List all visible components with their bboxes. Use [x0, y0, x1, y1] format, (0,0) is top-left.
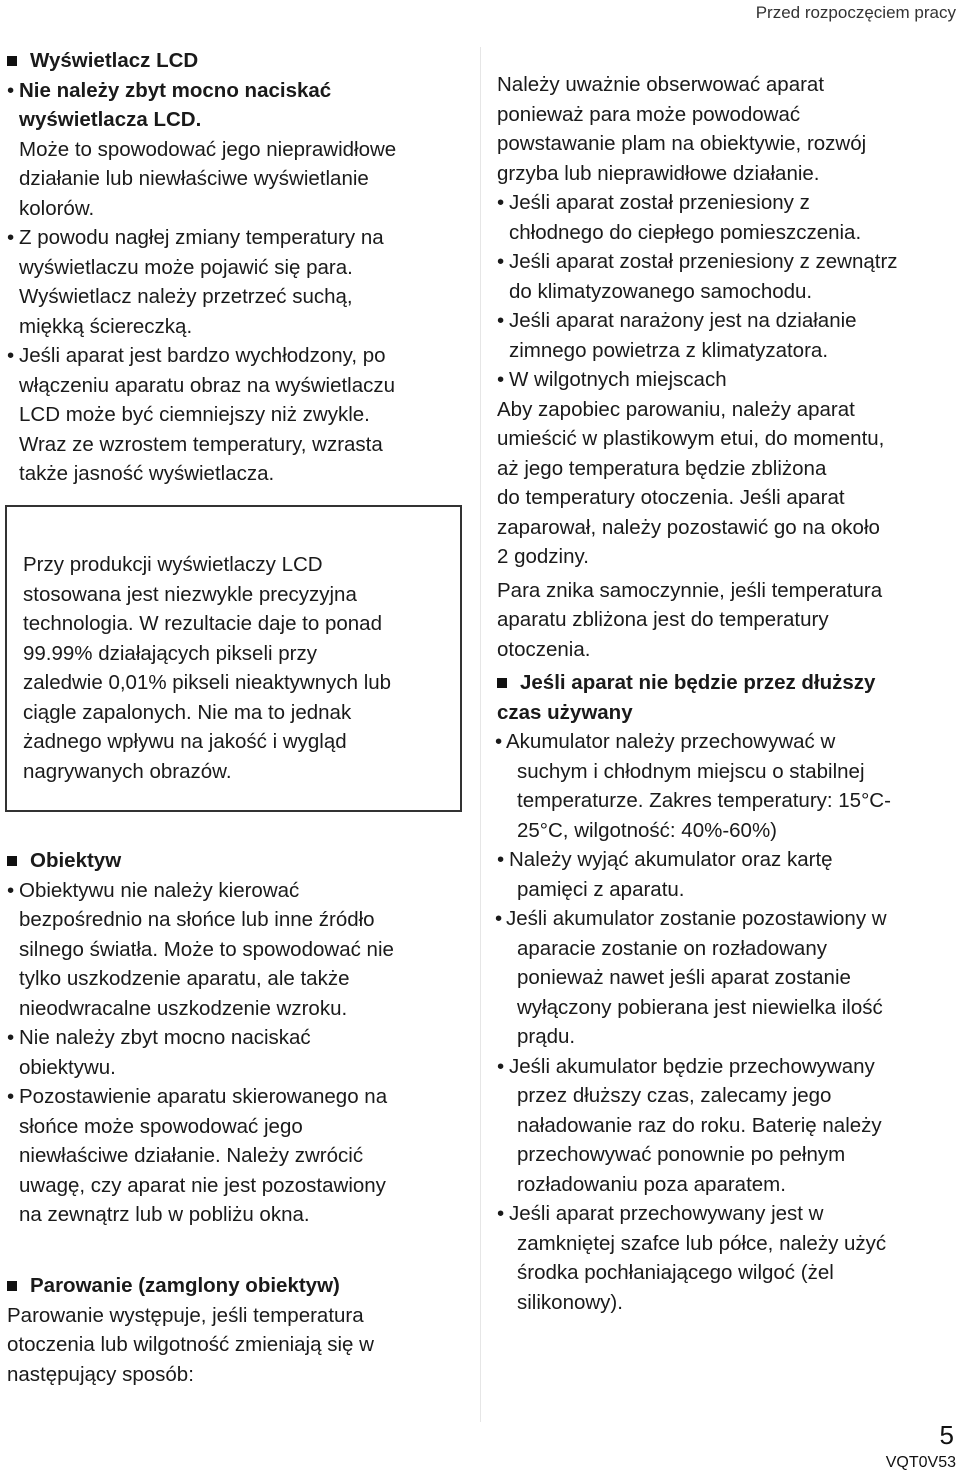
lcd-b1-line: działanie lub niewłaściwe wyświetlanie	[19, 167, 369, 190]
lens-b1-line: nieodwracalne uszkodzenie wzroku.	[19, 996, 348, 1020]
lcd-section	[7, 46, 462, 489]
storage-b1-line: temperaturze. Zakres temperatury: 15°C-	[517, 789, 891, 812]
note-line: stosowana jest niezwykle precyzyjna	[23, 582, 357, 606]
square-bullet-icon	[7, 56, 17, 66]
lens-bullet-2	[7, 1023, 462, 1082]
lcd-b1-bold-line: Nie należy zbyt mocno naciskać	[19, 78, 332, 102]
lens-section	[7, 846, 462, 1230]
cond-b3-line: Jeśli aparat narażony jest na działanie	[509, 309, 857, 332]
cond-b1-line: Jeśli aparat został przeniesiony z	[509, 191, 810, 214]
square-bullet-icon	[7, 1281, 17, 1291]
section-header: Przed rozpoczęciem pracy	[755, 3, 956, 22]
storage-b5-line: środka pochłaniającego wilgoć (żel	[517, 1261, 834, 1284]
condensation-title: Parowanie (zamglony obiektyw)	[30, 1274, 340, 1297]
cond-bullet-3	[497, 306, 955, 365]
document-code: VQT0V53	[885, 1454, 956, 1471]
prevention-line: umieścić w plastikowym etui, do momentu,	[497, 427, 885, 450]
lens-title: Obiektyw	[30, 849, 122, 872]
lcd-bullet-3	[7, 341, 462, 489]
page-number: 5	[939, 1420, 954, 1450]
prevention-line: aż jego temperatura będzie zbliżona	[497, 456, 827, 480]
cond-b2-line: do klimatyzowanego samochodu.	[509, 279, 813, 303]
prevention-line: zaparował, należy pozostawić go na około	[497, 515, 880, 539]
bullet-dot-icon: •	[497, 848, 505, 871]
storage-bullet-4	[497, 1052, 955, 1200]
lcd-note-text	[23, 550, 448, 786]
storage-b1-line: 25°C, wilgotność: 40%-60%)	[517, 818, 778, 842]
lcd-bullet-2	[7, 223, 462, 341]
intro-line: powstawanie plam na obiektywie, rozwój	[497, 132, 867, 155]
note-line: Przy produkcji wyświetlaczy LCD	[23, 553, 323, 576]
bullet-dot-icon: •	[495, 907, 503, 930]
cond-b1-line: chłodnego do ciepłego pomieszczenia.	[509, 220, 862, 244]
lens-b2-line: obiektywu.	[19, 1055, 116, 1079]
storage-b5-line: zamkniętej szafce lub półce, należy użyć	[517, 1231, 887, 1255]
bullet-dot-icon: •	[497, 309, 505, 332]
vanish-line: Para znika samoczynnie, jeśli temperatura	[497, 578, 883, 602]
storage-b4-line: Jeśli akumulator będzie przechowywany	[509, 1054, 875, 1078]
note-line: 99.99% działających pikseli przy	[23, 641, 317, 665]
note-line: nagrywanych obrazów.	[23, 759, 232, 783]
storage-bullet-5	[497, 1199, 955, 1317]
bullet-dot-icon: •	[7, 1026, 15, 1049]
prevention-line: do temperatury otoczenia. Jeśli aparat	[497, 486, 845, 509]
condensation-section	[7, 1271, 462, 1389]
storage-bullet-3	[497, 904, 955, 1052]
bullet-dot-icon: •	[7, 226, 15, 249]
square-bullet-icon	[497, 678, 507, 688]
lcd-bullet-1	[7, 76, 462, 224]
lcd-note-box	[5, 505, 462, 812]
vanish-line: otoczenia.	[497, 637, 591, 661]
lens-b2-line: Nie należy zbyt mocno naciskać	[19, 1026, 311, 1049]
storage-b4-line: przez dłuższy czas, zalecamy jego	[517, 1084, 832, 1107]
lens-b3-line: słońce może spowodować jego	[19, 1114, 303, 1138]
bullet-dot-icon: •	[497, 368, 505, 391]
prevention-line: Aby zapobiec parowaniu, należy aparat	[497, 397, 855, 421]
condensation-intro	[497, 70, 955, 188]
cond-bullet-4	[497, 365, 955, 395]
storage-bullet-1	[497, 727, 955, 845]
lens-heading	[7, 846, 462, 876]
condensation-line: otoczenia lub wilgotność zmieniają się w	[7, 1333, 374, 1356]
intro-line: grzyba lub nieprawidłowe działanie.	[497, 161, 820, 185]
storage-b4-line: naładowanie raz do roku. Baterię należy	[517, 1113, 882, 1137]
bullet-dot-icon: •	[495, 730, 503, 753]
lcd-b3-line: Jeśli aparat jest bardzo wychłodzony, po	[19, 344, 386, 367]
bullet-dot-icon: •	[7, 344, 15, 367]
storage-title-line: Jeśli aparat nie będzie przez dłuższy	[520, 671, 876, 694]
storage-b1-line: Akumulator należy przechowywać w	[506, 730, 836, 753]
storage-b1-line: suchym i chłodnym miejscu o stabilnej	[517, 759, 865, 783]
right-column	[497, 70, 955, 1317]
lens-b3-line: niewłaściwe działanie. Należy zwrócić	[19, 1144, 364, 1167]
intro-line: Należy uważnie obserwować aparat	[497, 73, 825, 96]
note-line: żadnego wpływu na jakość i wygląd	[23, 730, 347, 753]
lens-b1-line: Obiektywu nie należy kierować	[19, 878, 300, 902]
lcd-heading	[7, 46, 462, 76]
storage-b3-line: wyłączony pobierana jest niewielka ilość	[517, 995, 883, 1019]
note-line: ciągle zapalonych. Nie ma to jednak	[23, 700, 352, 724]
cond-bullet-2	[497, 247, 955, 306]
lens-b3-line: Pozostawienie aparatu skierowanego na	[19, 1085, 388, 1108]
lens-b3-line: na zewnątrz lub w pobliżu okna.	[19, 1203, 310, 1226]
storage-title-line: czas używany	[497, 700, 633, 724]
storage-bullet-2	[497, 845, 955, 904]
intro-line: ponieważ para może powodować	[497, 102, 801, 126]
storage-b5-line: Jeśli aparat przechowywany jest w	[509, 1202, 824, 1225]
lens-b1-line: bezpośrednio na słońce lub inne źródło	[19, 908, 375, 931]
lcd-b1-bold-line: wyświetlacza LCD.	[19, 108, 202, 131]
bullet-dot-icon: •	[497, 250, 505, 273]
storage-b3-line: Jeśli akumulator zostanie pozostawiony w	[506, 907, 887, 930]
lcd-b3-line: LCD może być ciemniejszy niż zwykle.	[19, 403, 370, 426]
bullet-dot-icon: •	[7, 78, 15, 102]
cond-b4-line: W wilgotnych miejscach	[509, 368, 727, 391]
note-line: technologia. W rezultacie daje to ponad	[23, 612, 382, 635]
vanish-paragraph	[497, 576, 955, 665]
note-line: zaledwie 0,01% pikseli nieaktywnych lub	[23, 671, 392, 694]
storage-b3-line: ponieważ nawet jeśli aparat zostanie	[517, 966, 851, 989]
lcd-b1-line: kolorów.	[19, 196, 95, 220]
lcd-b2-line: Wyświetlacz należy przetrzeć suchą,	[19, 285, 353, 308]
condensation-line: Parowanie występuje, jeśli temperatura	[7, 1303, 364, 1327]
storage-b4-line: przechowywać ponownie po pełnym	[517, 1143, 846, 1166]
condensation-heading	[7, 1271, 462, 1301]
square-bullet-icon	[7, 856, 17, 866]
lcd-b2-line: Z powodu nagłej zmiany temperatury na	[19, 226, 384, 249]
storage-b3-line: prądu.	[517, 1025, 576, 1048]
bullet-dot-icon: •	[7, 1085, 15, 1108]
bullet-dot-icon: •	[497, 1054, 505, 1078]
lcd-b2-line: wyświetlaczu może pojawić się para.	[19, 255, 353, 279]
column-divider	[480, 47, 481, 1422]
lcd-title: Wyświetlacz LCD	[30, 49, 199, 72]
lcd-b2-line: miękką ściereczką.	[19, 314, 193, 338]
prevention-paragraph	[497, 395, 955, 572]
prevention-line: 2 godziny.	[497, 545, 589, 568]
lens-b3-line: uwagę, czy aparat nie jest pozostawiony	[19, 1173, 386, 1197]
cond-b3-line: zimnego powietrza z klimatyzatora.	[509, 338, 829, 362]
cond-b2-line: Jeśli aparat został przeniesiony z zewnątrz	[509, 250, 898, 273]
lcd-b3-line: włączeniu aparatu obraz na wyświetlaczu	[19, 373, 396, 397]
storage-b2-line: pamięci z aparatu.	[517, 877, 685, 901]
condensation-line: następujący sposób:	[7, 1362, 194, 1386]
lcd-b3-line: Wraz ze wzrostem temperatury, wzrasta	[19, 432, 383, 456]
storage-heading	[497, 668, 955, 727]
cond-bullet-1	[497, 188, 955, 247]
bullet-dot-icon: •	[7, 878, 15, 902]
bullet-dot-icon: •	[497, 191, 505, 214]
storage-b5-line: silikonowy).	[517, 1290, 623, 1314]
storage-b2-line: Należy wyjąć akumulator oraz kartę	[509, 848, 833, 871]
bullet-dot-icon: •	[497, 1202, 505, 1225]
storage-b3-line: aparacie zostanie on rozładowany	[517, 936, 827, 960]
lens-b1-line: tylko uszkodzenie aparatu, ale także	[19, 967, 350, 990]
lcd-b3-line: także jasność wyświetlacza.	[19, 462, 275, 485]
vanish-line: aparatu zbliżona jest do temperatury	[497, 608, 829, 631]
lens-bullet-1	[7, 876, 462, 1024]
lens-b1-line: silnego światła. Może to spowodować nie	[19, 937, 394, 961]
lcd-b1-line: Może to spowodować jego nieprawidłowe	[19, 137, 397, 161]
storage-b4-line: rozładowaniu poza aparatem.	[517, 1172, 786, 1196]
lens-bullet-3	[7, 1082, 462, 1230]
